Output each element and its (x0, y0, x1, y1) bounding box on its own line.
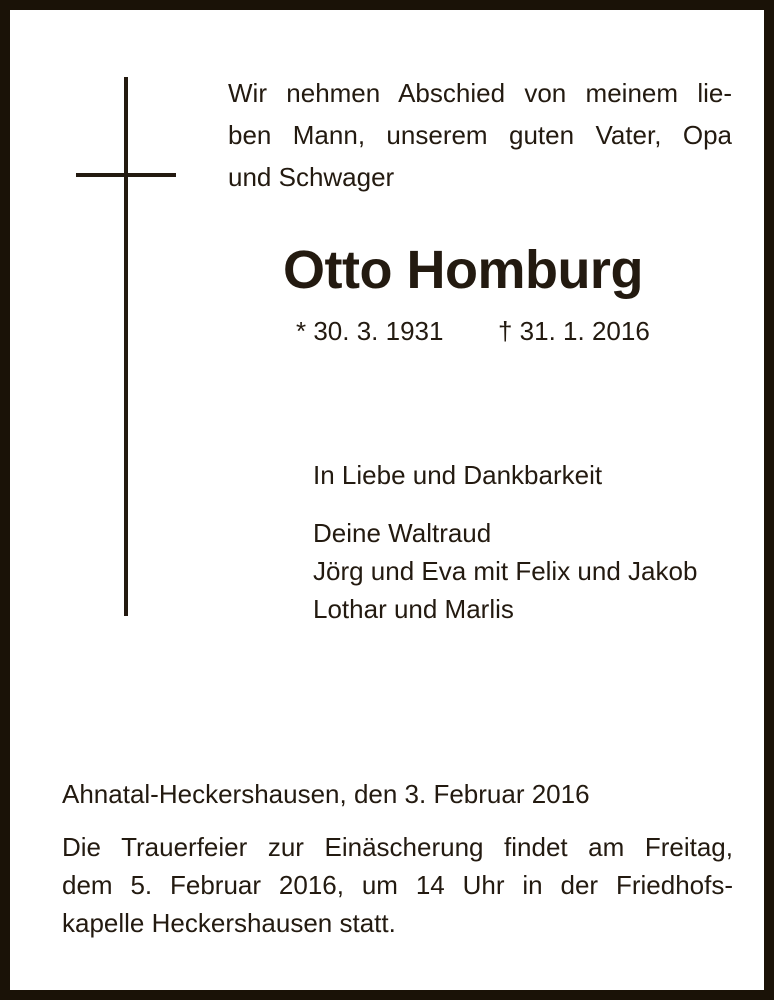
family-line-1: Deine Waltraud (313, 518, 492, 548)
intro-text (228, 72, 732, 198)
cross-icon-vertical-bar (124, 77, 128, 616)
cross-icon-horizontal-bar (76, 173, 176, 177)
deceased-name: Otto Homburg (283, 240, 643, 300)
dedication: In Liebe und Dankbarkeit (313, 460, 603, 490)
funeral-line-3: kapelle Heckershausen statt. (62, 908, 396, 938)
birth-date: * 30. 3. 1931 (296, 316, 444, 346)
intro-line-1: Wir nehmen Abschied von meinem lie- (228, 78, 732, 108)
intro-line-2: ben Mann, unserem guten Vater, Opa (228, 120, 732, 150)
family-line-3: Lothar und Marlis (313, 594, 514, 624)
family-signatures (313, 514, 697, 628)
intro-line-3: und Schwager (228, 162, 395, 192)
death-date: † 31. 1. 2016 (498, 316, 650, 346)
family-line-2: Jörg und Eva mit Felix und Jakob (313, 556, 698, 586)
funeral-info (62, 828, 733, 942)
place-and-date: Ahnatal-Heckershausen, den 3. Februar 2016 (62, 779, 590, 809)
funeral-line-2: dem 5. Februar 2016, um 14 Uhr in der Friedhofs- (62, 870, 733, 900)
funeral-line-1: Die Trauerfeier zur Einäscherung findet am Freitag, (62, 832, 733, 862)
